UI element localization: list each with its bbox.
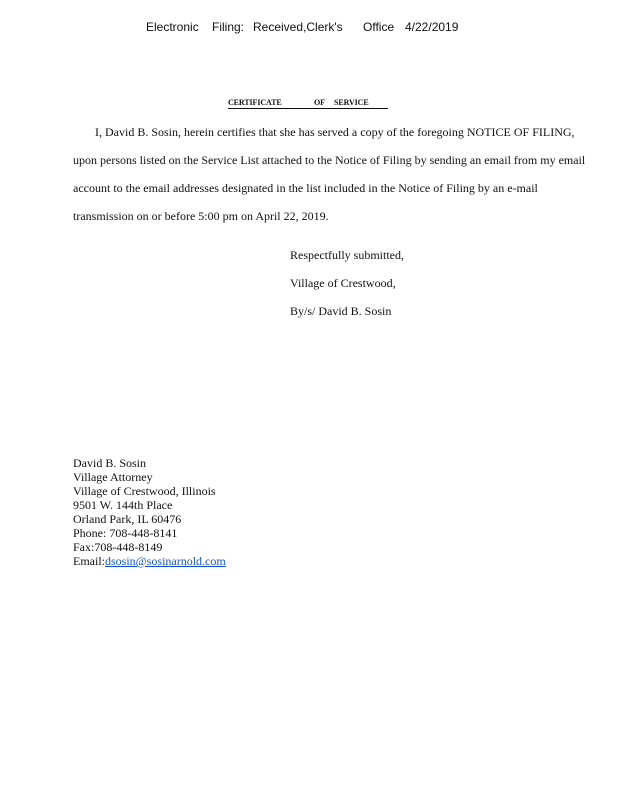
address-block (73, 456, 226, 568)
attorney-role: Village Attorney (73, 470, 153, 484)
city-state-zip: Orland Park, IL 60476 (73, 512, 182, 526)
title-word-3: SERVICE (334, 98, 369, 107)
stamp-date: 4/22/2019 (405, 20, 459, 34)
certificate-body (73, 118, 598, 230)
phone-number: Phone: 708-448-8141 (73, 526, 178, 540)
stamp-part-2: Filing: (212, 20, 245, 34)
stamp-part-3: Received,Clerk's (253, 20, 343, 34)
closing-line: Respectfully submitted, (290, 248, 404, 262)
entity-line: Village of Crestwood, (290, 276, 396, 290)
email-link[interactable]: dsosin@sosinarnold.com (105, 554, 226, 568)
title-word-2: OF (314, 98, 325, 107)
attorney-name: David B. Sosin (73, 456, 147, 470)
stamp-part-1: Electronic (146, 20, 199, 34)
organization: Village of Crestwood, Illinois (73, 484, 216, 498)
signed-by-line: By/s/ David B. Sosin (290, 304, 392, 318)
certificate-title (228, 98, 388, 109)
electronic-filing-stamp (146, 20, 458, 34)
title-word-1: CERTIFICATE (228, 98, 282, 107)
street-address: 9501 W. 144th Place (73, 498, 173, 512)
stamp-part-4: Office (363, 20, 395, 34)
fax-number: Fax:708-448-8149 (73, 540, 163, 554)
email-label: Email: (73, 554, 105, 568)
email-line (73, 554, 226, 568)
signature-block (290, 241, 404, 325)
body-paragraph: I, David B. Sosin, herein certifies that she has served a copy of the foregoing NOTICE OF FILING, upon persons listed on the Service List attached to the Notice of Filing by sending an email from my email account to the email addresses designated in the list included in the Notice of Filing by an e-mail transmission on or before 5:00 pm on April 22, 2019. (73, 125, 586, 223)
